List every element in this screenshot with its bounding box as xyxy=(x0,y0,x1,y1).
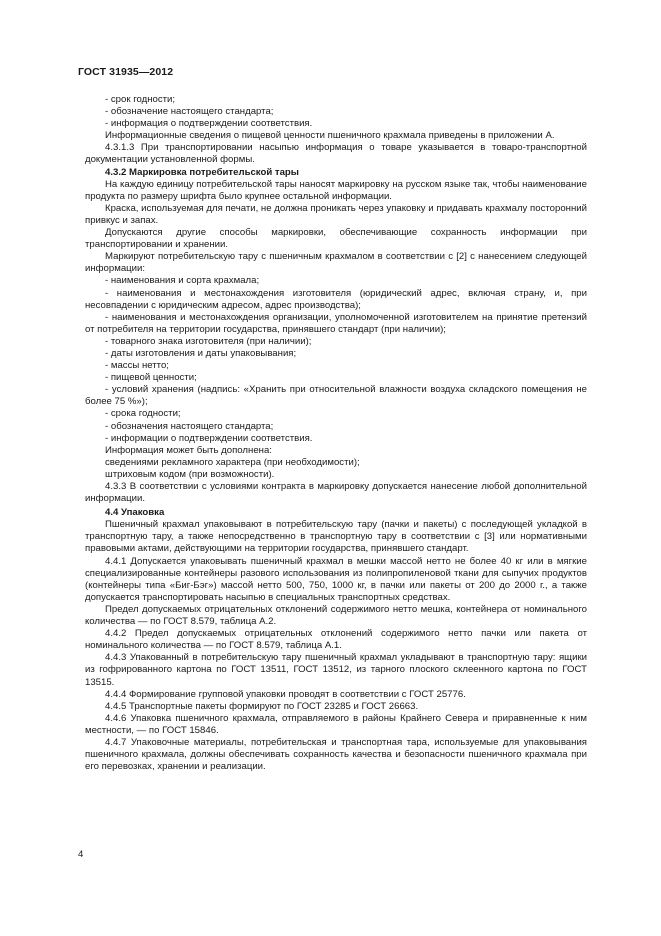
list-item: - пищевой ценности; xyxy=(105,372,197,384)
section-heading: 4.4 Упаковка xyxy=(105,507,165,519)
document-body xyxy=(85,94,587,773)
list-item: - информация о подтверждении соответствия. xyxy=(105,118,313,130)
paragraph: штриховым кодом (при возможности). xyxy=(105,468,275,480)
paragraph: 4.4.7 Упаковочные материалы, потребительская и транспортная тара, используемые для упаковывания пшеничного крахмала, должны обеспечивать сохранность качества и безопасности пшеничного крахмала при его перевозках, хранении и реализации. xyxy=(85,736,587,773)
list-item: - даты изготовления и даты упаковывания; xyxy=(105,347,297,359)
document-header: ГОСТ 31935—2012 xyxy=(78,66,174,78)
paragraph: 4.3.1.3 При транспортировании насыпью информация о товаре указывается в товаро-транспортной документации установленной формы. xyxy=(85,142,587,166)
section-heading: 4.3.2 Маркировка потребительской тары xyxy=(105,166,299,178)
paragraph: 4.4.1 Допускается упаковывать пшеничный крахмал в мешки массой нетто не более 40 кг или в мягкие специализированные контейнеры разового использования из полипропиленовой ткани для сыпучих продуктов (контейнеры типа «Биг-Бэг») массой нетто 500, 750, 1000 кг, в пачки или пакеты от 200 до 2000 г., а также допускается транспортировать насыпью в специальных транспортных средствах. xyxy=(85,555,587,603)
paragraph: Информационные сведения о пищевой ценности пшеничного крахмала приведены в приложении А. xyxy=(105,130,555,142)
list-item: - срок годности; xyxy=(105,94,176,105)
list-item: - товарного знака изготовителя (при наличии); xyxy=(105,335,312,347)
paragraph: Краска, используемая для печати, не должна проникать через упаковку и придавать крахмалу посторонний привкус и запах. xyxy=(85,202,587,226)
list-item: - наименования и сорта крахмала; xyxy=(105,275,260,287)
paragraph: На каждую единицу потребительской тары наносят маркировку на русском языке так, чтобы наименование продукта по размеру шрифта было крупнее остальной информации. xyxy=(85,178,587,202)
paragraph: 4.4.5 Транспортные пакеты формируют по ГОСТ 23285 и ГОСТ 26663. xyxy=(105,700,419,712)
paragraph: 4.4.4 Формирование групповой упаковки проводят в соответствии с ГОСТ 25776. xyxy=(105,688,466,700)
paragraph: 4.4.6 Упаковка пшеничного крахмала, отправляемого в районы Крайнего Севера и приравненные к ним местности, — по ГОСТ 15846. xyxy=(85,712,587,736)
list-item: - массы нетто; xyxy=(105,360,169,372)
paragraph: Пшеничный крахмал упаковывают в потребительскую тару (пачки и пакеты) с последующей укладкой в транспортную тару, а также непосредственно в транспортную тару в соответствии с [3] или нормативными правовыми актами, действующими на территории государства, принявшего стандарт. xyxy=(85,519,587,555)
list-item: - срока годности; xyxy=(105,408,181,420)
list-item: - наименования и местонахождения изготовителя (юридический адрес, включая страну, и, при несовпадении с юридическим адресом, адрес производства); xyxy=(85,287,587,311)
paragraph: Предел допускаемых отрицательных отклонений содержимого нетто мешка, контейнера от номинального количества — по ГОСТ 8.579, таблица А.2. xyxy=(85,603,587,628)
paragraph: 4.3.3 В соответствии с условиями контракта в маркировку допускается нанесение любой дополнительной информации. xyxy=(85,481,587,505)
paragraph: Информация может быть дополнена: xyxy=(105,444,272,456)
page-number: 4 xyxy=(78,849,84,860)
paragraph: Маркируют потребительскую тару с пшеничным крахмалом в соответствии с [2] с нанесением следующей информации: xyxy=(85,251,587,275)
list-item: - информации о подтверждении соответствия. xyxy=(105,432,313,444)
paragraph: сведениями рекламного характера (при необходимости); xyxy=(105,456,360,468)
list-item: - условий хранения (надпись: «Хранить при относительной влажности воздуха складского помещения не более 75 %»); xyxy=(85,384,587,408)
paragraph: 4.4.2 Предел допускаемых отрицательных отклонений содержимого нетто пачки или пакета от номинального количества — по ГОСТ 8.579, таблица А.1. xyxy=(85,628,587,652)
list-item: - наименования и местонахождения организации, уполномоченной изготовителем на принятие претензий от потребителя на территории государства, принявшего стандарт (при наличии); xyxy=(85,311,587,335)
list-item: - обозначения настоящего стандарта; xyxy=(105,420,274,432)
list-item: - обозначение настоящего стандарта; xyxy=(105,106,274,118)
paragraph: Допускаются другие способы маркировки, обеспечивающие сохранность информации при транспортировании и хранении. xyxy=(85,227,587,251)
paragraph: 4.4.3 Упакованный в потребительскую тару пшеничный крахмал укладывают в транспортную тару: ящики из гофрированного картона по ГОСТ 13511, ГОСТ 13512, из тарного плоского склеенного картона по ГОСТ 13515. xyxy=(85,652,587,688)
